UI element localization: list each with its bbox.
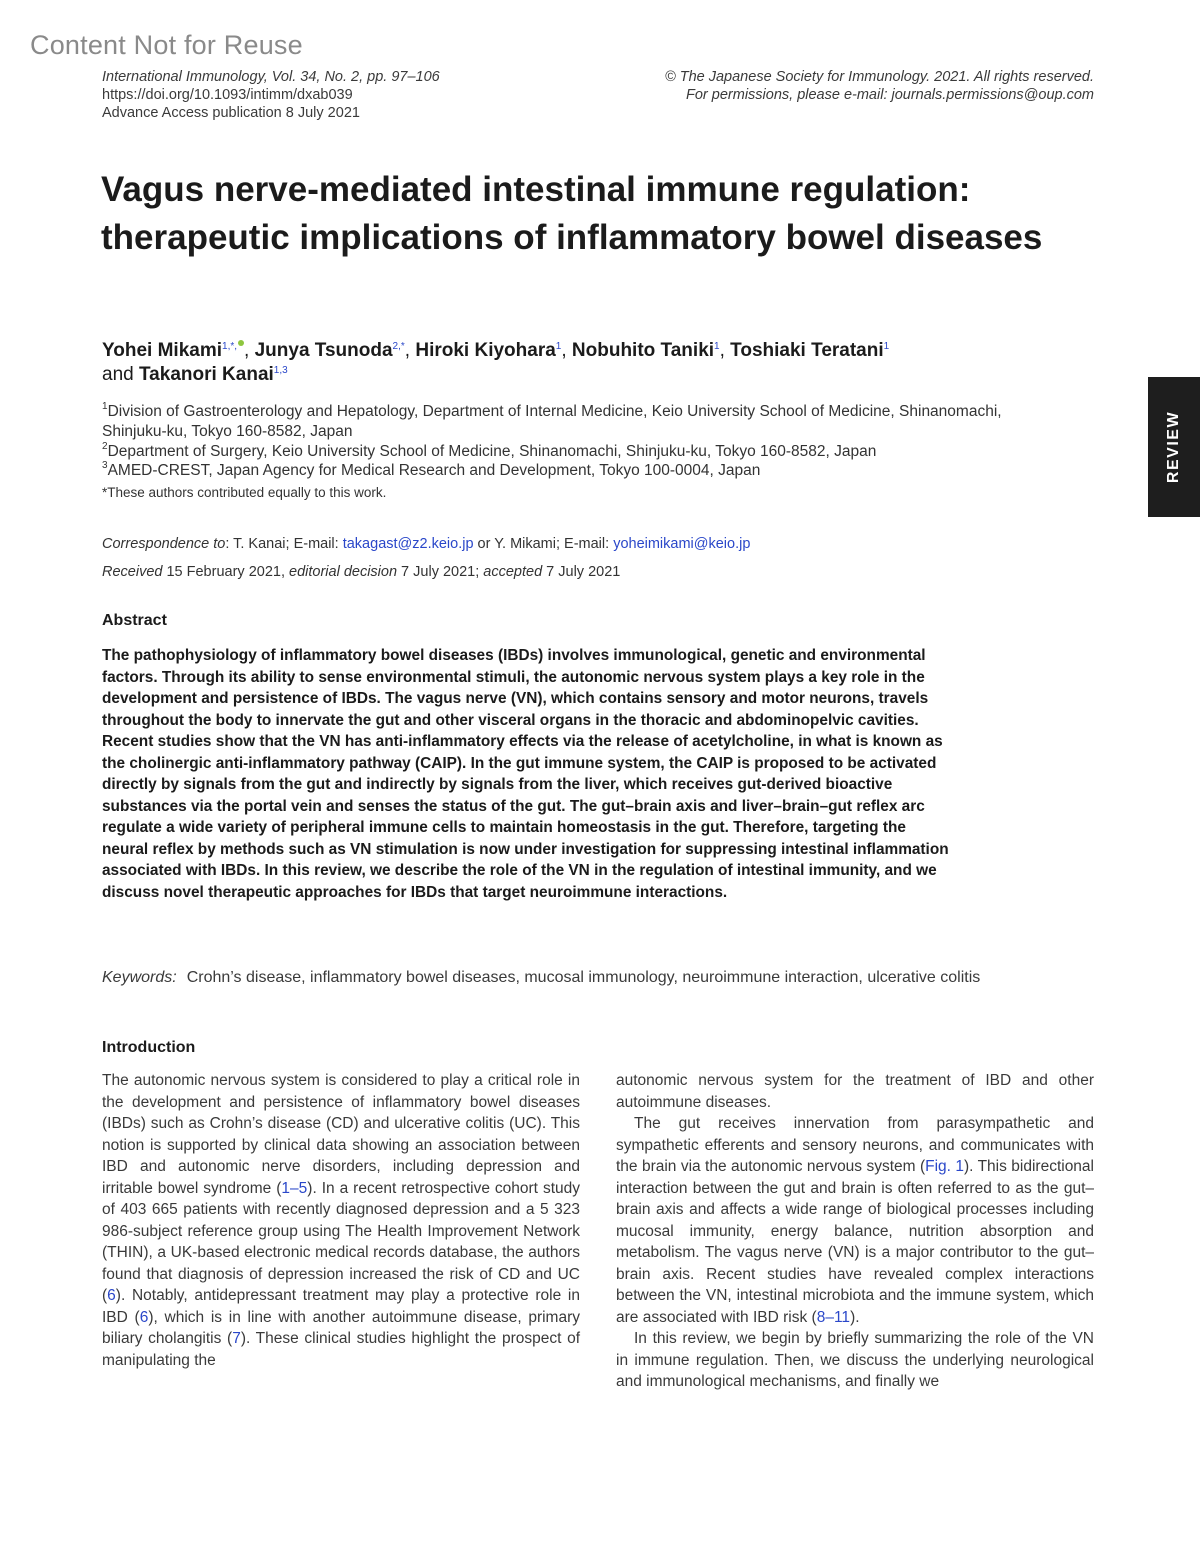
review-tab-label: REVIEW — [1165, 410, 1182, 484]
figure-link[interactable]: Fig. 1 — [925, 1158, 964, 1175]
correspondence-label: Correspondence to — [102, 536, 226, 552]
body-column-right — [616, 1070, 1094, 1393]
doi-link[interactable]: https://doi.org/10.1093/intimm/dxab039 — [102, 87, 353, 103]
abstract-text: The pathophysiology of inflammatory bowel diseases (IBDs) involves immunological, genetic and environmental factors. Through its ability to sense environmental stimuli, the autonomic nervous system plays a key role in the development and persistence of IBDs. The vagus nerve (VN), which contains sensory and motor neurons, travels throughout the body to innervate the gut and other visceral organs in the thoracic and abdominopelvic cavities. Recent studies show that the VN has anti-inflammatory effects via the release of acetylcholine, in what is known as the cholinergic anti-inflammatory pathway (CAIP). In the gut immune system, the CAIP is proposed to be activated directly by signals from the gut and indirectly by signals from the liver, which receives gut-derived bioactive substances via the portal vein and senses the status of the gut. The gut–brain axis and liver–brain–gut reflex arc regulate a wide variety of peripheral immune cells to maintain homeostasis in the gut. Therefore, targeting the neural reflex by methods such as VN stimulation is now under investigation for suppressing intestinal inflammation associated with IBDs. In this review, we describe the role of the VN in the regulation of intestinal immunity, and we discuss novel therapeutic approaches for IBDs that target neuroimmune interactions. — [102, 647, 949, 901]
affiliations — [102, 402, 1062, 503]
keywords-list: Crohn’s disease, inflammatory bowel diseases, mucosal immunology, neuroimmune interaction, ulcerative colitis — [186, 969, 981, 986]
affiliation: $^3$AMED-CREST, Japan Agency for Medical Research and Development, Tokyo 100-0004, Japan — [102, 460, 761, 480]
author-name[interactable]: Toshiaki Teratani — [730, 340, 884, 361]
keywords-label: Keywords: — [102, 969, 177, 986]
body-column-left — [102, 1070, 580, 1371]
affiliation: $^2$Department of Surgery, Keio University School of Medicine, Shinanomachi, Shinjuku-ku, Tokyo 160-8582, Japan — [102, 440, 877, 460]
copyright-notice: © The Japanese Society for Immunology. 2021. All rights reserved. — [665, 69, 1094, 85]
citation-link[interactable]: 8–11 — [816, 1308, 851, 1326]
review-side-tab — [1148, 377, 1200, 517]
author-name[interactable]: Takanori Kanai — [138, 364, 274, 385]
author-affil-sup[interactable]: 1 — [714, 341, 720, 352]
introduction-heading: Introduction — [102, 1039, 196, 1056]
permissions-notice: For permissions, please e-mail: journals.permissions@oup.com — [686, 87, 1094, 103]
publication-date: Advance Access publication 8 July 2021 — [102, 105, 360, 121]
citation-link[interactable]: 7 — [232, 1330, 241, 1347]
article-dates: Received 15 February 2021, editorial decision 7 July 2021; accepted 7 July 2021 — [102, 564, 621, 580]
author-name[interactable]: Nobuhito Taniki — [571, 340, 715, 361]
author-list: Yohei Mikami$^{1,*,}$ , Junya Tsunoda$^{2,*}$, Hiroki Kiyohara$^1$, Nobuhito Taniki$^1$, Toshiaki Teratani$^1$ and Takanori Kanai$^{1,3}$ — [102, 340, 890, 385]
email-link[interactable]: takagast@z2.keio.jp — [342, 536, 474, 552]
author-affil-sup[interactable]: 1,3 — [273, 365, 288, 376]
affiliation: $^1$Division of Gastroenterology and Hepatology, Department of Internal Medicine, Keio University School of Medicine, Shinanomachi, Shinjuku-ku, Tokyo 160-8582, Japan — [102, 401, 1002, 440]
author-name[interactable]: Yohei Mikami — [102, 340, 223, 361]
article-title: Vagus nerve-mediated intestinal immune regulation: therapeutic implications of inflammatory bowel diseases — [101, 170, 1043, 257]
paragraph: The gut receives innervation from parasympathetic and sympathetic efferents and sensory neurons, and communicates with the brain via the autonomic nervous system (Fig. 1). This bidirectional interaction between the gut and brain is often referred to as the gut–brain axis and affects a wide range of biological processes including mucosal immunity, energy balance, nutrition absorption and metabolism. The vagus nerve (VN) is a major contributor to the gut–brain axis. Recent studies have revealed complex interactions between the VN, intestinal microbiota and the immune system, which are associated with IBD risk (8–11). — [616, 1115, 1094, 1326]
abstract-heading: Abstract — [102, 612, 167, 629]
equal-contribution-note: *These authors contributed equally to this work. — [102, 485, 387, 501]
author-connector: and — [102, 364, 134, 385]
journal-meta — [102, 68, 440, 122]
author-name[interactable]: Junya Tsunoda — [254, 340, 393, 361]
author-affil-sup[interactable]: 1,*, — [222, 341, 238, 352]
paragraph: In this review, we begin by briefly summarizing the role of the VN in immune regulation. Then, we discuss the underlying neurological and immunological mechanisms, and finally we — [616, 1330, 1094, 1390]
correspondence: Correspondence to: T. Kanai; E-mail: takagast@z2.keio.jp or Y. Mikami; E-mail: yoheimikami@keio.jp — [102, 536, 751, 552]
paragraph: The autonomic nervous system is considered to play a critical role in the development and persistence of inflammatory bowel diseases (IBDs) such as Crohn’s disease (CD) and ulcerative colitis (UC). This notion is supported by clinical data showing an association between IBD and autonomic nerve disorders, including depression and irritable bowel syndrome (1–5). In a recent retrospective cohort study of 403 665 patients with recently diagnosed depression and a 5 323 986-subject reference group using The Health Improvement Network (THIN), a UK-based electronic medical records database, the authors found that diagnosis of depression increased the risk of CD and UC (6). Notably, antidepressant treatment may play a protective role in IBD (6), which is in line with another autoimmune disease, primary biliary cholangitis (7). These clinical studies highlight the prospect of manipulating the — [102, 1072, 580, 1369]
author-affil-sup[interactable]: 1 — [555, 341, 562, 352]
journal-citation: International Immunology, Vol. 34, No. 2, pp. 97–106 — [102, 69, 440, 85]
citation-link[interactable]: 6 — [107, 1287, 116, 1304]
keywords — [102, 967, 1102, 989]
citation-link[interactable]: 6 — [139, 1308, 149, 1326]
watermark: Content Not for Reuse — [30, 30, 303, 60]
copyright-meta — [665, 68, 1094, 104]
email-link[interactable]: yoheimikami@keio.jp — [613, 536, 751, 552]
orcid-icon[interactable] — [238, 340, 244, 346]
paragraph: autonomic nervous system for the treatment of IBD and other autoimmune diseases. — [616, 1072, 1094, 1111]
author-affil-sup[interactable]: 1 — [883, 341, 890, 352]
author-name[interactable]: Hiroki Kiyohara — [415, 340, 556, 361]
citation-link[interactable]: 1–5 — [281, 1179, 308, 1197]
author-affil-sup[interactable]: 2,* — [392, 341, 405, 352]
